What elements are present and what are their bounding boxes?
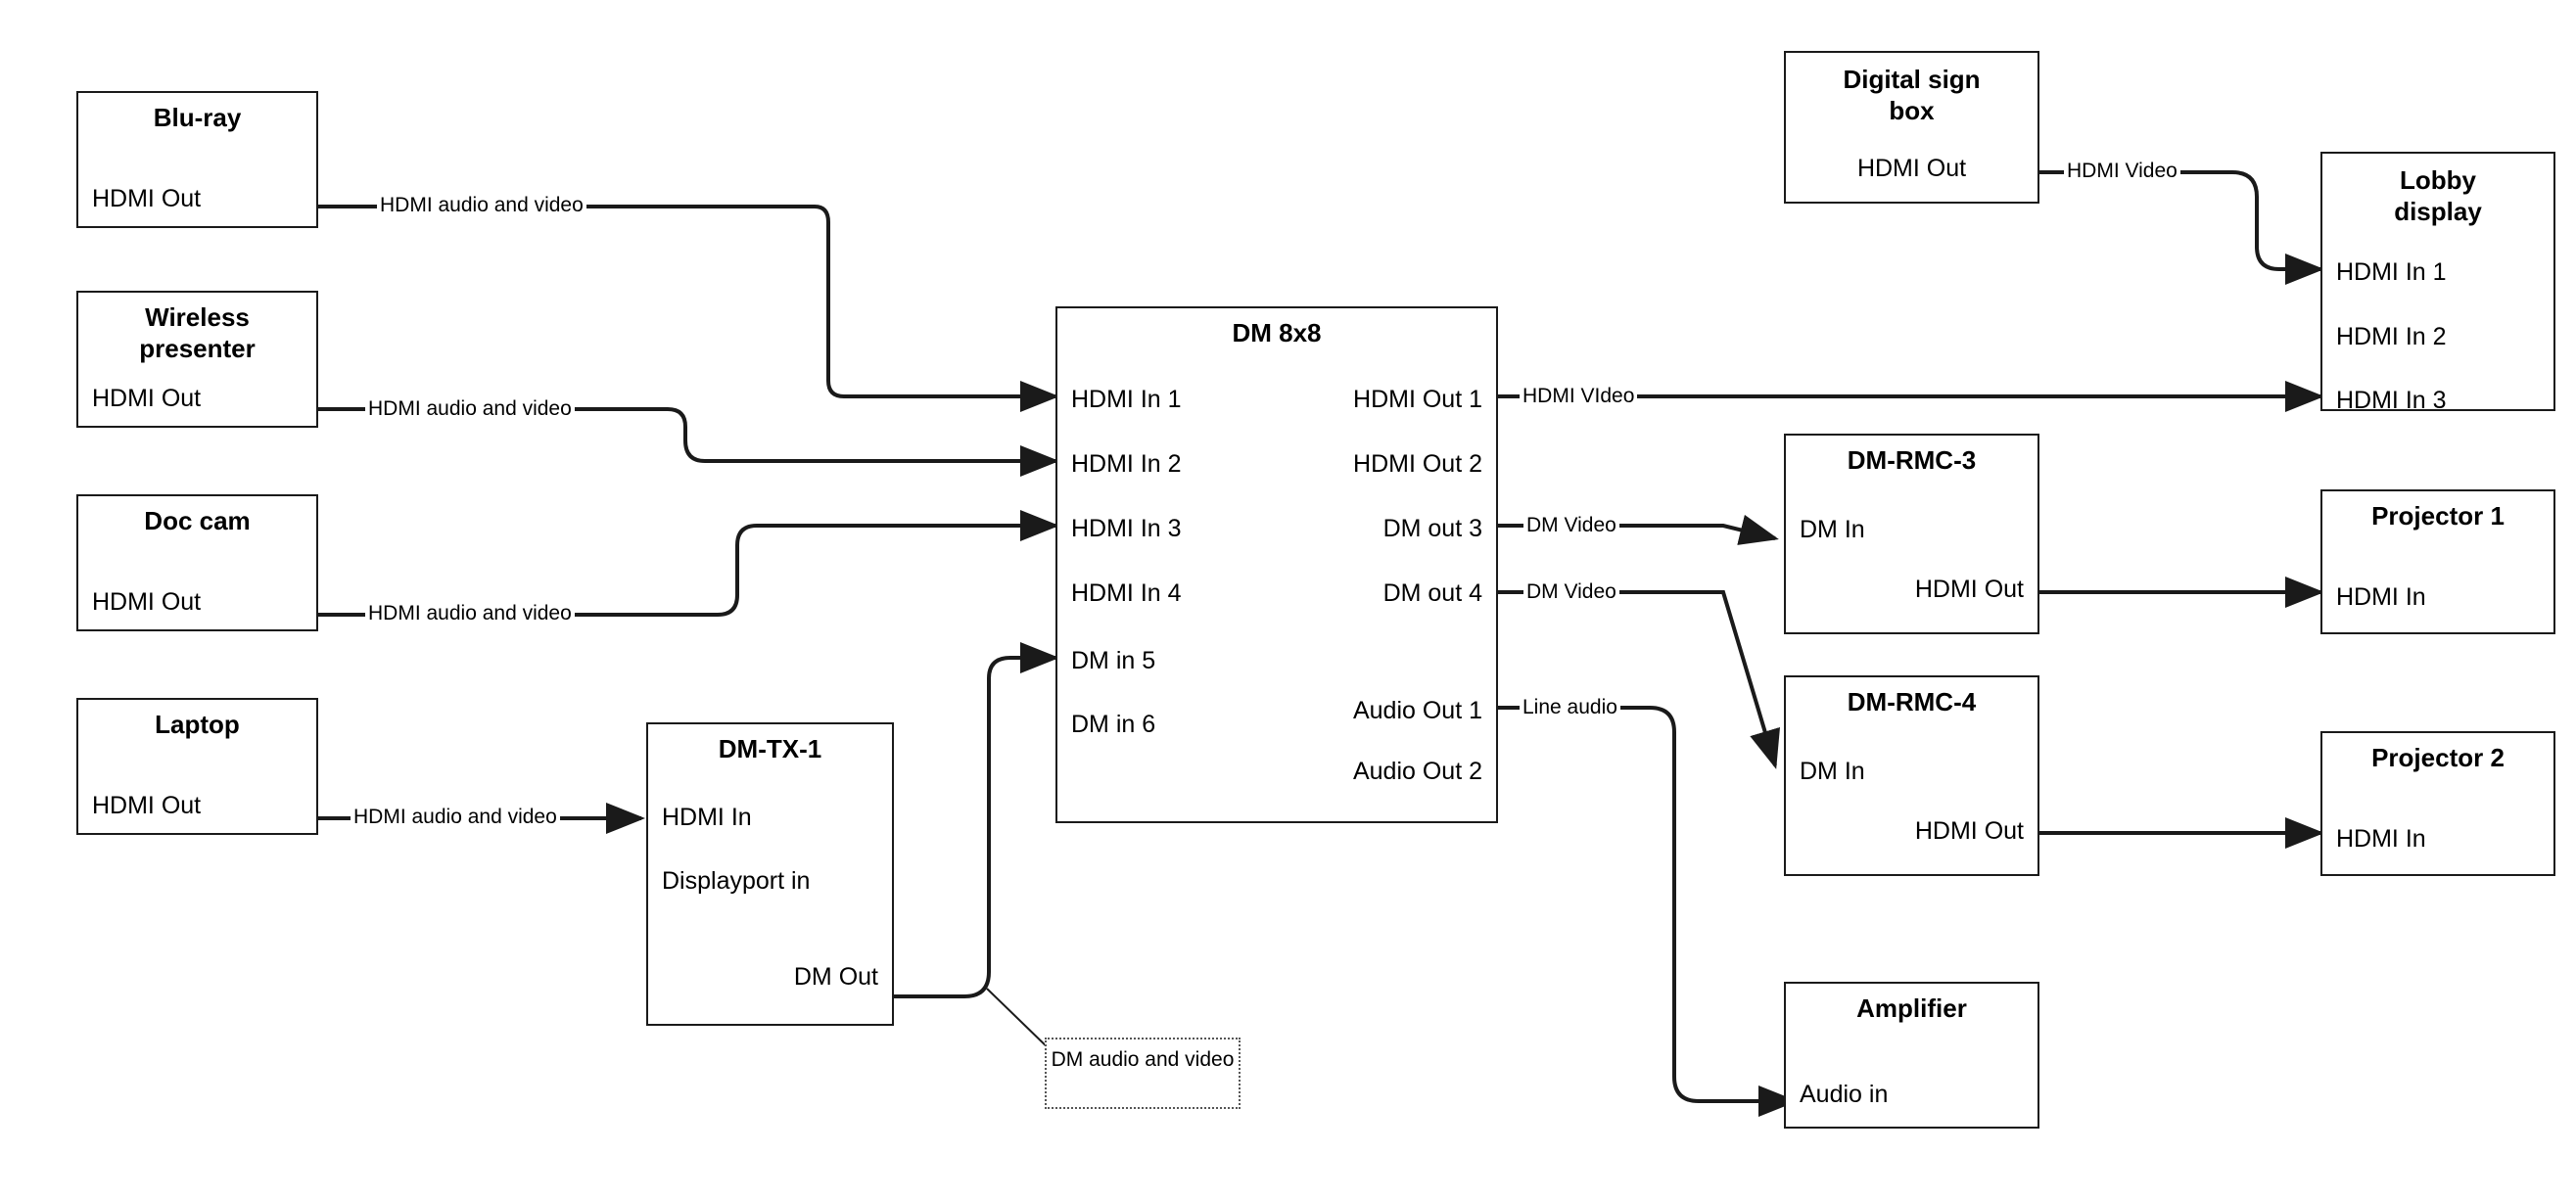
node-title: Projector 2 [2371, 743, 2505, 772]
note-dm-audio-and-video: DM audio and video [1045, 1038, 1241, 1109]
port-hdmi-out[interactable]: HDMI Out [92, 792, 202, 819]
port-hdmi-in-1[interactable]: HDMI In 1 [2336, 258, 2447, 286]
edge-label-dm-out3-to-rmc3: DM Video [1523, 514, 1619, 537]
node-title: Wireless presenter [139, 302, 256, 363]
node-doc-cam[interactable] [76, 494, 318, 631]
port-dm-in[interactable]: DM In [1800, 758, 1865, 785]
node-wireless-presenter[interactable] [76, 291, 318, 428]
edge-label-bluray-to-dm: HDMI audio and video [377, 194, 586, 217]
edge-label-dm-out4-to-rmc4: DM Video [1523, 580, 1619, 604]
port-dm-out-3[interactable]: DM out 3 [1382, 515, 1482, 542]
node-title: DM-TX-1 [718, 734, 822, 763]
port-dm-out[interactable]: DM Out [793, 963, 878, 991]
port-hdmi-out[interactable]: HDMI Out [92, 185, 202, 212]
port-dm-out-4[interactable]: DM out 4 [1382, 579, 1482, 607]
node-title: Amplifier [1856, 993, 1967, 1023]
node-amplifier[interactable] [1784, 982, 2039, 1129]
node-title: Laptop [155, 710, 240, 739]
edge-label-sign-to-lobby: HDMI Video [2064, 160, 2180, 183]
port-hdmi-in[interactable]: HDMI In [2336, 583, 2426, 611]
node-dm-rmc-3[interactable] [1784, 434, 2039, 634]
port-hdmi-out[interactable]: HDMI Out [1856, 155, 1967, 182]
port-dm-in-6[interactable]: DM in 6 [1071, 711, 1156, 738]
port-hdmi-in-3[interactable]: HDMI In 3 [1071, 515, 1182, 542]
node-title: Projector 1 [2371, 501, 2505, 531]
port-dm-in[interactable]: DM In [1800, 516, 1865, 543]
port-hdmi-out-1[interactable]: HDMI Out 1 [1353, 386, 1482, 413]
port-hdmi-in-2[interactable]: HDMI In 2 [2336, 323, 2447, 350]
node-laptop[interactable] [76, 698, 318, 835]
edge-label-laptop-to-tx: HDMI audio and video [351, 806, 560, 829]
port-hdmi-out[interactable]: HDMI Out [1914, 576, 2024, 603]
port-audio-in[interactable]: Audio in [1800, 1081, 1889, 1108]
port-hdmi-out[interactable]: HDMI Out [1914, 817, 2024, 845]
port-hdmi-out-2[interactable]: HDMI Out 2 [1353, 450, 1482, 478]
edge-label-dm-out1-to-lobby: HDMI VIdeo [1520, 385, 1637, 408]
edge-label-wireless-to-dm: HDMI audio and video [365, 397, 575, 421]
node-dm-rmc-4[interactable] [1784, 675, 2039, 876]
port-hdmi-in[interactable]: HDMI In [662, 804, 752, 831]
port-hdmi-in[interactable]: HDMI In [2336, 825, 2426, 853]
node-dm-tx-1[interactable] [646, 722, 894, 1026]
node-dm-8x8[interactable] [1055, 306, 1498, 823]
port-hdmi-in-2[interactable]: HDMI In 2 [1071, 450, 1182, 478]
edge-label-doccam-to-dm: HDMI audio and video [365, 602, 575, 625]
node-lobby-display[interactable] [2320, 152, 2555, 414]
node-title: Doc cam [144, 506, 251, 535]
port-audio-out-2[interactable]: Audio Out 2 [1352, 758, 1482, 785]
node-projector-1[interactable] [2320, 489, 2555, 634]
node-title: Lobby display [2394, 165, 2482, 226]
node-digital-sign-box[interactable] [1784, 51, 2039, 204]
port-dm-in-5[interactable]: DM in 5 [1071, 647, 1156, 674]
node-title: DM-RMC-3 [1847, 445, 1977, 475]
port-hdmi-out[interactable]: HDMI Out [92, 588, 202, 616]
port-audio-out-1[interactable]: Audio Out 1 [1352, 697, 1482, 724]
port-hdmi-in-4[interactable]: HDMI In 4 [1071, 579, 1182, 607]
port-hdmi-in-3[interactable]: HDMI In 3 [2336, 387, 2447, 414]
node-title: DM 8x8 [1232, 318, 1322, 347]
node-bluray[interactable] [76, 91, 318, 228]
node-title: DM-RMC-4 [1847, 687, 1977, 716]
edge-label-dm-audio1-to-amp: Line audio [1520, 696, 1620, 719]
port-hdmi-in-1[interactable]: HDMI In 1 [1071, 386, 1182, 413]
node-title: Blu-ray [153, 103, 242, 132]
port-displayport-in[interactable]: Displayport in [662, 867, 811, 895]
node-title: Digital sign box [1843, 65, 1981, 125]
port-hdmi-out[interactable]: HDMI Out [92, 385, 202, 412]
node-projector-2[interactable] [2320, 731, 2555, 876]
